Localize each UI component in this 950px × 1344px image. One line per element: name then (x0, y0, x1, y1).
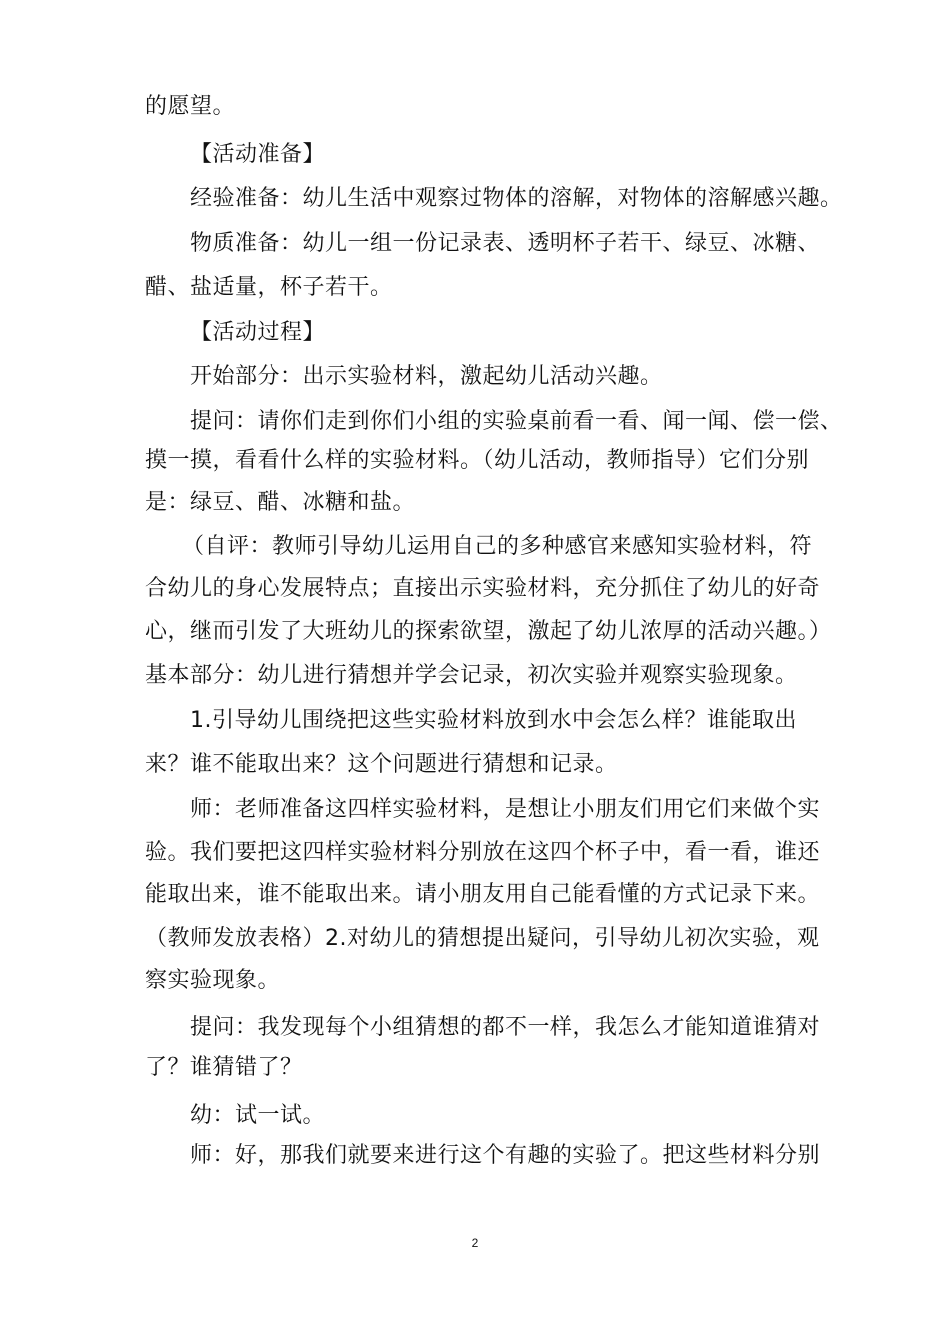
text-line: （教师发放表格）2.对幼儿的猜想提出疑问，引导幼儿初次实验，观 (145, 926, 820, 951)
text-line: 合幼儿的身心发展特点；直接出示实验材料，充分抓住了幼儿的好奇 (145, 576, 821, 601)
text-line: 幼：试一试。 (190, 1103, 326, 1128)
text-line: 是：绿豆、醋、冰糖和盐。 (145, 490, 416, 515)
page-number: 2 (471, 1236, 479, 1250)
section-heading: 【活动准备】 (190, 142, 326, 167)
text-line: 醋、盐适量，杯子若干。 (145, 275, 393, 300)
text-line: 的愿望。 (145, 94, 236, 119)
text-line: 来？谁不能取出来？这个问题进行猜想和记录。 (145, 752, 618, 777)
text-line: 验。我们要把这四样实验材料分别放在这四个杯子中，看一看，谁还 (145, 840, 821, 865)
text-line: 提问：请你们走到你们小组的实验桌前看一看、闻一闻、偿一偿、 (190, 409, 843, 434)
text-line: 摸一摸，看看什么样的实验材料。（幼儿活动，教师指导）它们分别 (145, 448, 810, 473)
section-heading: 【活动过程】 (190, 320, 326, 345)
text-line: （自评：教师引导幼儿运用自己的多种感官来感知实验材料，符 (182, 534, 813, 559)
text-line: 经验准备：幼儿生活中观察过物体的溶解，对物体的溶解感兴趣。 (190, 186, 843, 211)
text-line: 1.引导幼儿围绕把这些实验材料放到水中会怎么样？谁能取出 (190, 708, 797, 733)
text-line: 师：老师准备这四样实验材料，是想让小朋友们用它们来做个实 (190, 797, 821, 822)
text-line: 物质准备：幼儿一组一份记录表、透明杯子若干、绿豆、冰糖、 (190, 231, 821, 256)
text-line: 开始部分：出示实验材料，激起幼儿活动兴趣。 (190, 364, 663, 389)
text-line: 察实验现象。 (145, 968, 281, 993)
text-line: 师：好，那我们就要来进行这个有趣的实验了。把这些材料分别 (190, 1143, 821, 1168)
text-line: 提问：我发现每个小组猜想的都不一样，我怎么才能知道谁猜对 (190, 1015, 821, 1040)
text-line: 能取出来，谁不能取出来。请小朋友用自己能看懂的方式记录下来。 (145, 882, 821, 907)
text-line: 心，继而引发了大班幼儿的探索欲望，激起了幼儿浓厚的活动兴趣。） (145, 619, 832, 644)
text-line: 了？谁猜错了？ (145, 1055, 303, 1080)
text-line: 基本部分：幼儿进行猜想并学会记录，初次实验并观察实验现象。 (145, 663, 798, 688)
